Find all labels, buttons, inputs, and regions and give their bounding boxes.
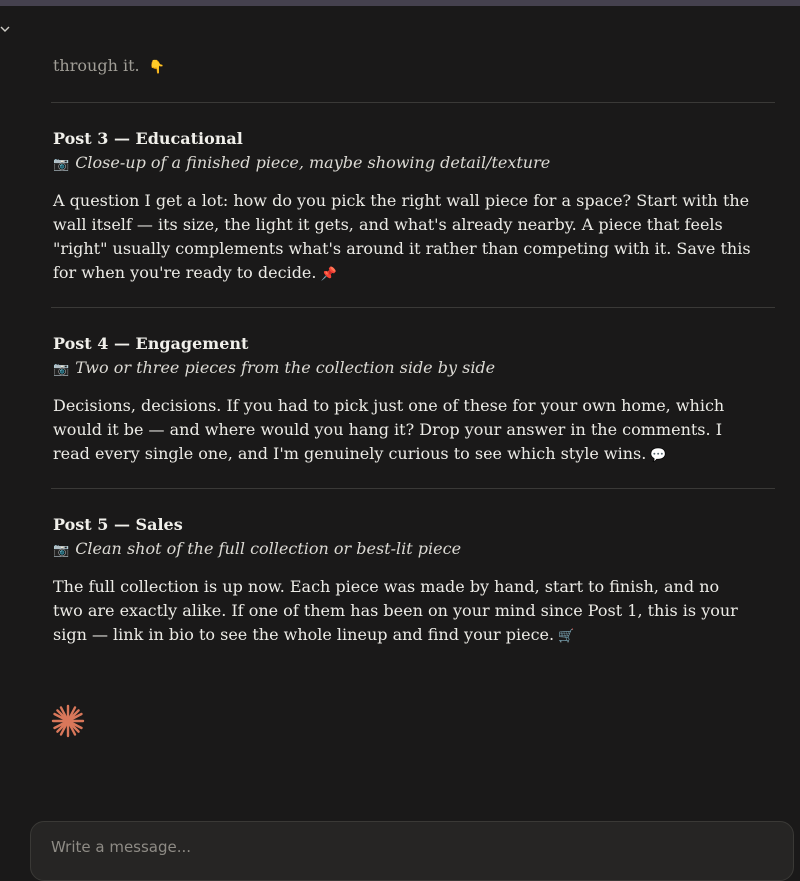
caption-text: Close-up of a finished piece, maybe showing detail/texture: [75, 153, 551, 172]
camera-icon: 📷: [53, 543, 70, 558]
speech-bubble-emoji: 💬: [650, 448, 667, 463]
post-5: [53, 513, 753, 649]
divider: [51, 307, 775, 308]
post-title: Post 5 — Sales: [53, 515, 183, 534]
caption-text: Clean shot of the full collection or best-lit piece: [75, 539, 462, 558]
post-body-text: A question I get a lot: how do you pick the right wall piece for a space? Start with the wall itself — its size, the light it gets, and what's already nearby. A piece that feels "right" usually complements what's around it rather than competing with it. Save this for when you're ready to decide.: [53, 191, 751, 282]
post-body: [53, 189, 753, 287]
message-input[interactable]: [51, 838, 751, 856]
post-title: Post 4 — Engagement: [53, 334, 249, 353]
camera-icon: 📷: [53, 157, 70, 172]
previous-text: through it.: [53, 56, 140, 75]
post-title: Post 3 — Educational: [53, 129, 243, 148]
post-3: [53, 127, 753, 287]
post-photo-caption: [53, 151, 753, 177]
spark-icon: [50, 703, 86, 739]
pointing-down-emoji: 👇: [148, 60, 165, 75]
message-composer: [30, 821, 794, 881]
camera-icon: 📷: [53, 362, 70, 377]
post-body: [53, 394, 753, 468]
post-photo-caption: [53, 537, 753, 563]
shopping-cart-emoji: 🛒: [558, 629, 575, 644]
post-photo-caption: [53, 356, 753, 382]
post-body-text: The full collection is up now. Each piece was made by hand, start to finish, and no two are exactly alike. If one of them has been on your mind since Post 1, this is your sign — link in bio to see the whole lineup and find your piece.: [53, 577, 738, 644]
divider: [51, 102, 775, 103]
divider: [51, 488, 775, 489]
post-body: [53, 575, 753, 649]
post-4: [53, 332, 753, 468]
caption-text: Two or three pieces from the collection side by side: [75, 358, 496, 377]
message-content: [53, 50, 753, 82]
window-top-bar: [0, 0, 800, 6]
post-body-text: Decisions, decisions. If you had to pick just one of these for your own home, which would it be — and where would you hang it? Drop your answer in the comments. I read every single one, and I'm genuinely curious to see which style wins.: [53, 396, 725, 463]
previous-text-fragment: [53, 50, 753, 82]
pushpin-emoji: 📌: [320, 267, 337, 282]
chevron-down-icon[interactable]: [0, 22, 12, 36]
